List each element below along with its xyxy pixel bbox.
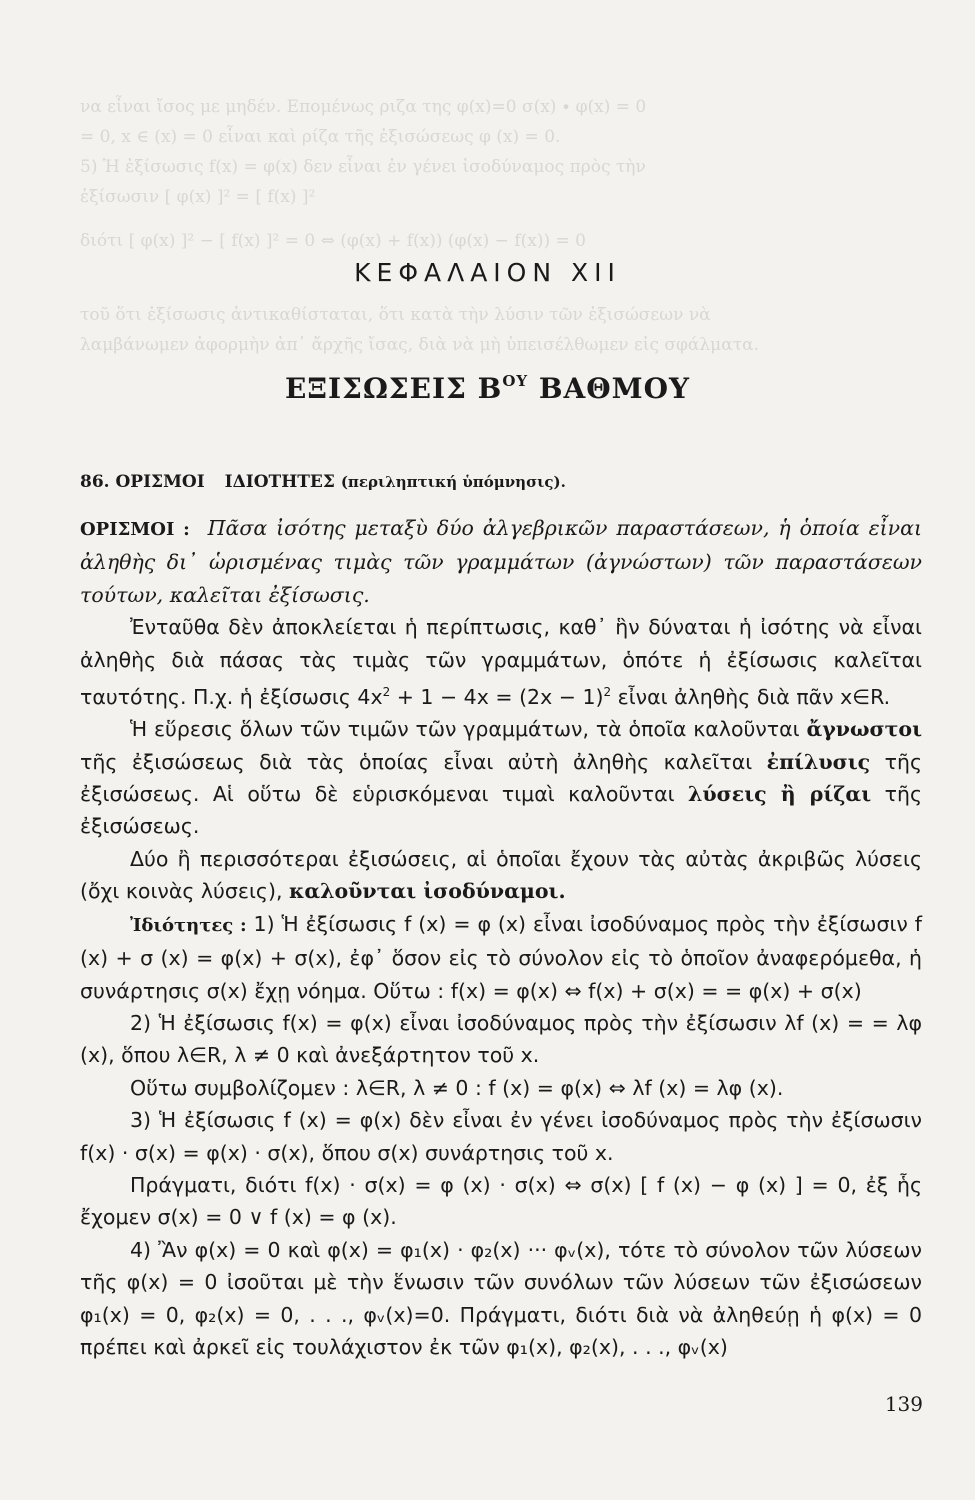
term-equivalent: καλοῦνται ἰσοδύναμοι. (288, 879, 566, 904)
property-3-proof: Πράγματι, διότι f(x) · σ(x) = φ (x) · σ(x) ⇔ σ(x) [ f (x) − φ (x) ] = 0, ἐξ ἧς ἔχομεν σ(x) = 0 ∨ f (x) = φ (x). (80, 1172, 922, 1230)
section-heading (80, 472, 566, 492)
section-title-properties: ΙΔΙΟΤΗΤΕΣ (224, 472, 335, 492)
section-number: 86. (80, 472, 110, 492)
show-through-text: διότι [ φ(x) ]² − [ f(x) ]² = 0 ⇔ (φ(x) + f(x)) (φ(x) − f(x)) = 0 (80, 231, 586, 251)
definition-paragraph (80, 512, 922, 611)
term-solving: ἐπίλυσις (766, 749, 871, 774)
chapter-title: ΕΞΙΣΩΣΕΙΣ $B^{O\Upsilon}$ ΒΑΘΜΟΥ (285, 371, 690, 405)
show-through-text: τοῦ ὅτι ἐξίσωσις ἀντικαθίσταται, ὅτι κατὰ τὴν λύσιν τῶν ἐξισώσεων νὰ (80, 305, 711, 325)
property-2-symbolic: Οὕτω συμβολίζομεν : λ∈R, λ ≠ 0 : f (x) = φ(x) ⇔ λf (x) = λφ (x). (130, 1075, 784, 1100)
solution-paragraph: Ἡ εὕρεσις ὅλων τῶν τιμῶν τῶν γραμμάτων, τὰ ὁποῖα καλοῦνται ἄγνωστοι τῆς ἐξισώσεως διὰ τὰς ὁποίας εἶναι αὐτὴ ἀληθὴς καλεῖται ἐπίλυσις τῆς ἐξισώσεως. Αἱ οὕτω δὲ εὑρισκόμεναι τιμαὶ καλοῦνται λύσεις ἢ ρίζαι τῆς ἐξισώσεως. (80, 717, 922, 839)
show-through-text: να εἶναι ἴσος με μηδέν. Επομένως ριζα της φ(x)=0 σ(x) ∙ φ(x) = 0 (80, 97, 647, 117)
show-through-text: 5) Ἡ ἐξίσωσις f(x) = φ(x) δεν εἶναι ἐν γένει ἰσοδύναμος πρὸς τὴν (80, 157, 646, 177)
section-subtitle: (περιληπτική ὑπόμνησις). (340, 473, 566, 491)
term-roots: λύσεις ἢ ρίζαι (688, 782, 872, 807)
identity-paragraph: Ἐνταῦθα δὲν ἀποκλείεται ἡ περίπτωσις, καθ᾿ ἣν δύναται ἡ ἰσότης νὰ εἶναι ἀληθὴς διὰ πάσας τὰς τιμὰς τῶν γραμμάτων, ὁπότε ἡ ἐξίσωσις καλεῖται ταυτότης. Π.χ. ἡ ἐξίσωσις $4x^2 + 1 - 4x = (2x - 1)^2$ εἶναι ἀληθὴς διὰ πᾶν x∈R. (80, 615, 922, 709)
show-through-text: = 0, x ∈ (x) = 0 εἶναι καὶ ρίζα τῆς ἐξισώσεως φ (x) = 0. (80, 127, 561, 147)
term-unknowns: ἄγνωστοι (806, 717, 922, 742)
page-number: 139 (884, 1392, 923, 1416)
properties-label: Ἰδιότητες : (130, 914, 247, 936)
definition-text: Πᾶσα ἰσότης μεταξὺ δύο ἀλγεβρικῶν παραστάσεων, ἡ ὁποία εἶναι ἀληθὴς δι᾿ ὡρισμένας τιμὰς τῶν γραμμάτων (ἀγνώστων) τῶν παραστάσεων τούτων, καλεῖται ἐξίσωσις. (80, 516, 922, 607)
title-superscript: ΟΥ (502, 371, 529, 390)
show-through-text: λαμβάνωμεν ἀφορμὴν ἀπ᾿ ἄρχῆς ἴσας, διὰ νὰ μὴ ὑπεισέλθωμεν εἰς σφάλματα. (80, 335, 759, 355)
body-text (80, 512, 922, 1363)
chapter-heading: ΚΕΦΑΛΑΙΟΝ XII (354, 258, 621, 287)
definitions-label: ΟΡΙΣΜΟΙ : (80, 519, 190, 540)
section-title-definitions: ΟΡΙΣΜΟΙ (115, 472, 205, 492)
equivalence-paragraph: Δύο ἢ περισσότεραι ἐξισώσεις, αἱ ὁποῖαι ἔχουν τὰς αὐτὰς ἀκριβῶς λύσεις (ὄχι κοινὰς λύσεις), καλοῦνται ἰσοδύναμοι. (80, 846, 922, 904)
property-3: 3) Ἡ ἐξίσωσις f (x) = φ(x) δὲν εἶναι ἐν γένει ἰσοδύναμος πρὸς τὴν ἐξίσωσιν f(x) · σ(x) = φ(x) · σ(x), ὅπου σ(x) συνάρτησις τοῦ x. (80, 1108, 922, 1165)
show-through-text: ἐξίσωσιν [ φ(x) ]² = [ f(x) ]² (80, 187, 316, 207)
property-2: 2) Ἡ ἐξίσωσις f(x) = φ(x) εἶναι ἰσοδύναμος πρὸς τὴν ἐξίσωσιν λf (x) = = λφ (x), ὅπου λ∈R, λ ≠ 0 καὶ ἀνεξάρτητον τοῦ x. (80, 1010, 922, 1068)
property-1: Ἰδιότητες : 1) Ἡ ἐξίσωσις f (x) = φ (x) εἶναι ἰσοδύναμος πρὸς τὴν ἐξίσωσιν f (x) + σ (x) = φ(x) + σ(x), ἐφ᾿ ὅσον εἰς τὸ σύνολον εἰς τὸ ὁποῖον ἀναφερόμεθα, ἡ συνάρτησις σ(x) ἔχῃ νόημα. Οὕτω : f(x) = φ(x) ⇔ f(x) + σ(x) = = φ(x) + σ(x) (80, 911, 922, 1003)
property-4: 4) Ἂν φ(x) = 0 καὶ φ(x) = φ₁(x) · φ₂(x) ··· φᵥ(x), τότε τὸ σύνολον τῶν λύσεων τῆς φ(x) = 0 ἰσοῦται μὲ τὴν ἕνωσιν τῶν συνόλων τῶν λύσεων τῶν ἐξισώσεων φ₁(x) = 0, φ₂(x) = 0, . . ., φᵥ(x)=0. Πράγματι, διότι διὰ νὰ ἀληθεύῃ ἡ φ(x) = 0 πρέπει καὶ ἀρκεῖ εἰς τουλάχιστον ἐκ τῶν φ₁(x), φ₂(x), . . ., φᵥ(x) (80, 1237, 922, 1359)
